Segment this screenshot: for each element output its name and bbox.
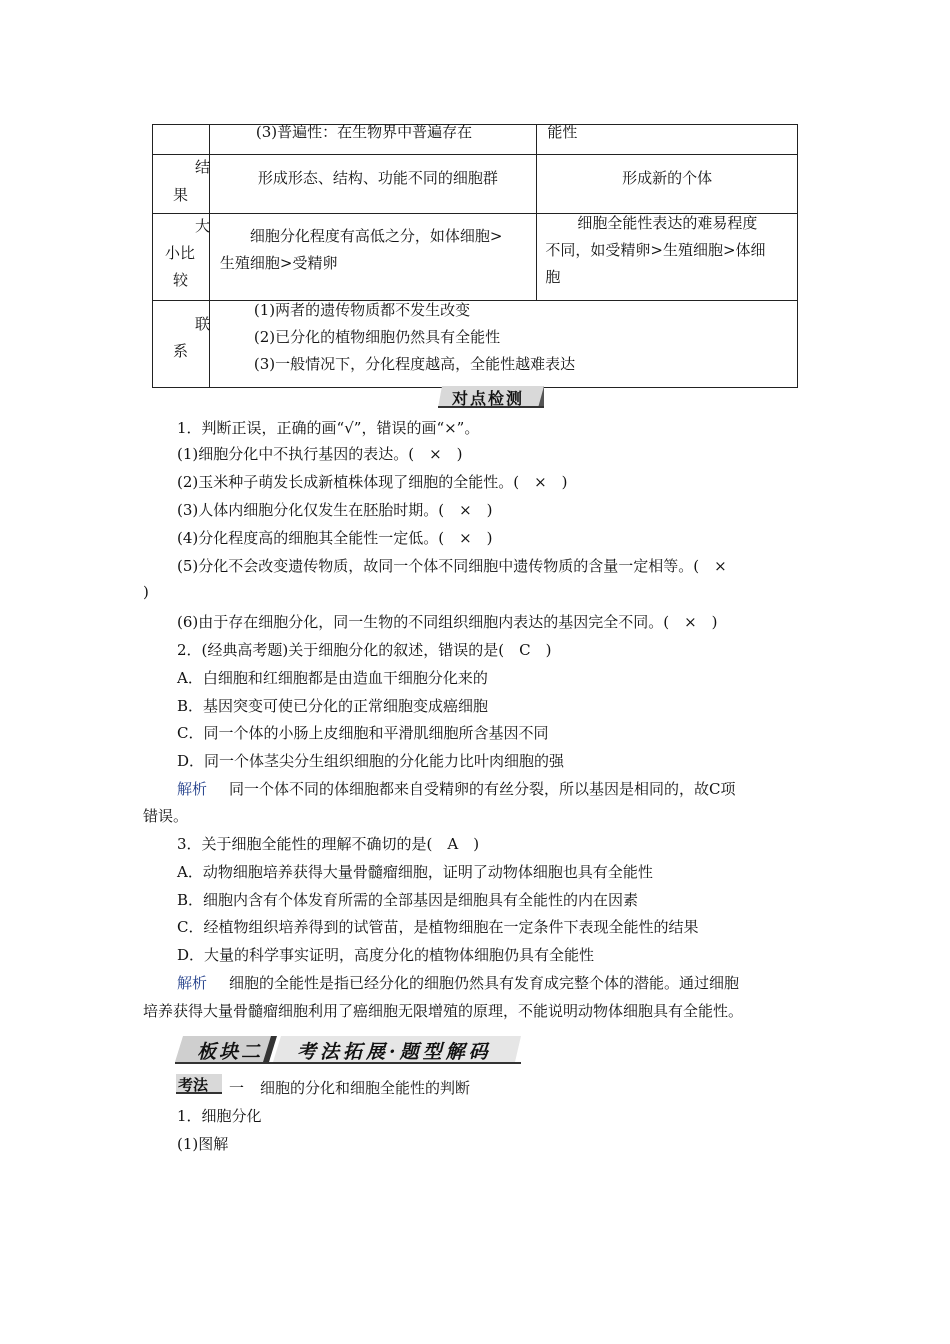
kaofa-label: 考法 xyxy=(178,1076,209,1094)
table-cell xyxy=(209,125,537,155)
section-banner xyxy=(438,386,544,408)
comparison-table xyxy=(152,124,798,388)
banner-right-title: 考法拓展·题型解码 xyxy=(297,1041,492,1063)
cell-text: 细胞全能性表达的难易程度 xyxy=(577,214,758,232)
cell-text: 细胞分化程度有高低之分，如体细胞> xyxy=(249,227,503,245)
row-header-text: 较 xyxy=(173,271,189,289)
option-c: C．同一个体的小肠上皮细胞和平滑肌细胞所含基因不同 xyxy=(177,724,549,742)
option-c: C．经植物组织培养得到的试管苗，是植物细胞在一定条件下表现全能性的结果 xyxy=(177,918,699,936)
analysis-label: 解析 xyxy=(177,974,208,992)
question-stem: 1．判断正误，正确的画“√”，错误的画“×”。 xyxy=(177,419,480,437)
option-b: B．细胞内含有个体发育所需的全部基因是细胞具有全能性的内在因素 xyxy=(177,891,639,909)
kaofa-number: 一 xyxy=(229,1079,245,1097)
judgement-item: (2)玉米种子萌发长成新植株体现了细胞的全能性。( × ) xyxy=(177,473,568,491)
cell-text: (3)一般情况下，分化程度越高，全能性越难表达 xyxy=(253,355,576,373)
row-header-text: 系 xyxy=(173,342,189,360)
row-header-text: 小比 xyxy=(165,244,196,262)
banner-title: 对点检测 xyxy=(452,389,525,408)
table-cell-merged xyxy=(209,301,797,388)
option-a: A．动物细胞培养获得大量骨髓瘤细胞，证明了动物体细胞也具有全能性 xyxy=(177,863,653,881)
cell-text: (1)两者的遗传物质都不发生改变 xyxy=(253,301,471,319)
row-header-text: 结 xyxy=(195,158,211,176)
table-row xyxy=(153,301,798,388)
analysis-text: 培养获得大量骨髓瘤细胞利用了癌细胞无限增殖的原理，不能说明动物体细胞具有全能性。 xyxy=(143,1002,744,1020)
subsection-heading: 1．细胞分化 xyxy=(177,1107,262,1125)
analysis-text: 同一个体不同的体细胞都来自受精卵的有丝分裂，所以基因是相同的，故C项 xyxy=(229,780,736,798)
row-header-text: 大 xyxy=(195,217,211,235)
cell-text: 胞 xyxy=(545,268,561,286)
cell-text: (2)已分化的植物细胞仍然具有全能性 xyxy=(253,328,501,346)
kaofa-tag xyxy=(176,1074,222,1094)
table-cell xyxy=(209,155,537,214)
table-cell xyxy=(537,214,798,301)
question-stem: 2．(经典高考题)关于细胞分化的叙述，错误的是( C ) xyxy=(177,641,552,659)
judgement-item: (5)分化不会改变遗传物质，故同一个体不同细胞中遗传物质的含量一定相等。( × xyxy=(177,557,727,575)
option-d: D．大量的科学事实证明，高度分化的植物体细胞仍具有全能性 xyxy=(177,946,595,964)
question-stem: 3．关于细胞全能性的理解不确切的是( A ) xyxy=(177,835,480,853)
cell-text: (3)普遍性：在生物界中普遍存在 xyxy=(255,123,473,141)
banner-left-title: 板块二 xyxy=(197,1041,264,1063)
cell-text: 不同，如受精卵>生殖细胞>体细 xyxy=(545,241,766,259)
judgement-item: (3)人体内细胞分化仅发生在胚胎时期。( × ) xyxy=(177,501,493,519)
judgement-item: (4)分化程度高的细胞其全能性一定低。( × ) xyxy=(177,529,493,547)
cell-text: 生殖细胞>受精卵 xyxy=(219,254,338,272)
judgement-item: (6)由于存在细胞分化，同一生物的不同组织细胞内表达的基因完全不同。( × ) xyxy=(177,613,718,631)
table-row xyxy=(153,214,798,301)
table-cell xyxy=(537,155,798,214)
row-header xyxy=(153,301,210,388)
table-row xyxy=(153,155,798,214)
judgement-item: (1)细胞分化中不执行基因的表达。( × ) xyxy=(177,445,463,463)
table-row xyxy=(153,125,798,155)
row-header xyxy=(153,214,210,301)
cell-text: 形成新的个体 xyxy=(622,169,713,187)
cell-text: 能性 xyxy=(547,123,578,141)
row-header xyxy=(153,125,210,155)
kaofa-title: 细胞的分化和细胞全能性的判断 xyxy=(260,1079,471,1097)
option-d: D．同一个体茎尖分生组织细胞的分化能力比叶肉细胞的强 xyxy=(177,752,565,770)
table-cell xyxy=(537,125,798,155)
cell-text: 形成形态、结构、功能不同的细胞群 xyxy=(257,169,498,187)
analysis-label: 解析 xyxy=(177,780,208,798)
section-banner-2 xyxy=(175,1034,521,1064)
row-header-text: 果 xyxy=(173,186,189,204)
analysis-text: 细胞的全能性是指已经分化的细胞仍然具有发育成完整个体的潜能。通过细胞 xyxy=(229,974,740,992)
analysis-text: 错误。 xyxy=(143,807,189,825)
row-header-text: 联 xyxy=(195,315,211,333)
subsection-heading: (1)图解 xyxy=(177,1135,229,1153)
option-a: A．白细胞和红细胞都是由造血干细胞分化来的 xyxy=(177,669,488,687)
table-cell xyxy=(209,214,537,301)
row-header xyxy=(153,155,210,214)
judgement-item-wrap: ) xyxy=(143,583,149,601)
option-b: B．基因突变可使已分化的正常细胞变成癌细胞 xyxy=(177,697,489,715)
